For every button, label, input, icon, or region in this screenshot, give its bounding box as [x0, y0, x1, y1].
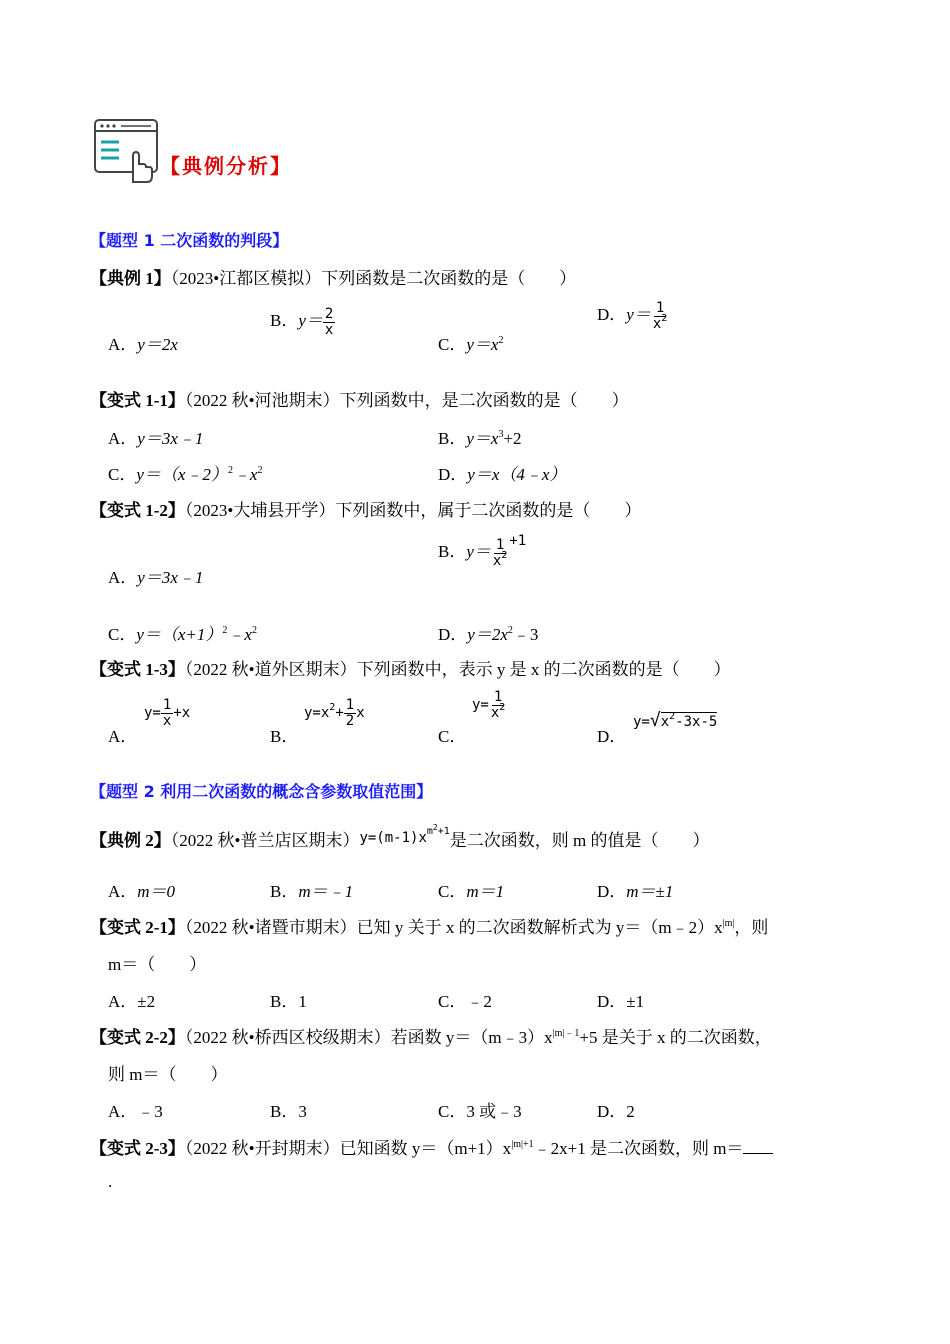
variant-2-2-option-a: A．﹣3	[108, 1102, 163, 1121]
variant-1-2-option-d: D．$y=2x^2﹣3$	[438, 625, 539, 644]
variant-1-1-question: 【变式 1-1】（2022 秋•河池期末）下列函数中，是二次函数的是（ ）	[90, 391, 629, 410]
variant-1-3-option-b-label: B．	[270, 727, 299, 746]
variant-2-3-end: .	[108, 1172, 113, 1191]
variant-2-1-option-c: C．﹣2	[438, 992, 492, 1011]
browser-hand-icon	[93, 118, 159, 184]
example-1-question: 【典例 1】（2023•江都区模拟）下列函数是二次函数的是（ ）	[90, 269, 577, 288]
example-1-option-b: B．y＝ $\frac{2}{x}$	[270, 305, 334, 338]
variant-1-3-option-a-formula: y= $\frac{1}{x}$ +x	[144, 697, 191, 729]
variant-2-2-option-b: B．3	[270, 1102, 307, 1121]
example-1-option-d: D．y＝ $\frac{1}{x^2}$	[597, 299, 668, 332]
variant-2-1-question-line2: m＝（ ）	[108, 955, 207, 974]
variant-2-1-question: 【变式 2-1】（2022 秋•诸暨市期末）已知 y 关于 x 的二次函数解析式为 $y=(m﹣2)x^{|m|}$，则	[90, 918, 769, 937]
topic-2-title: 【题型 2 利用二次函数的概念含参数取值范围】	[90, 782, 433, 801]
variant-1-3-option-a-label: A．	[108, 727, 138, 746]
variant-2-2-option-c: C．3 或﹣3	[438, 1102, 522, 1121]
example-1-option-c: C．$y=x^2$	[438, 335, 504, 354]
variant-1-3-option-c-label: C．	[438, 727, 467, 746]
variant-1-3-question: 【变式 1-3】（2022 秋•道外区期末）下列函数中，表示 y 是 x 的二次函数的是（ ）	[90, 660, 731, 679]
variant-2-1-option-a: A．±2	[108, 992, 156, 1011]
variant-1-3-option-c-formula: y= $\frac{1}{x^2}$	[472, 689, 506, 721]
variant-2-1-option-b: B．1	[270, 992, 307, 1011]
variant-2-2-question-line2: 则 m＝（ ）	[108, 1065, 228, 1084]
example-2-option-b: B．m＝﹣1	[270, 882, 354, 901]
example-2-option-c: C．m＝1	[438, 882, 505, 901]
variant-2-3-question: 【变式 2-3】（2022 秋•开封期末）已知函数 $y=(m+1)x^{|m|+1}﹣2x+1$ 是二次函数，则 m＝	[90, 1134, 773, 1159]
section-header-title: 【典例分析】	[160, 154, 292, 178]
variant-1-1-option-d: D．y＝x（4﹣x）	[438, 465, 567, 484]
variant-1-3-option-b-formula: $y=x^2+$ $\frac{1}{2}$ x	[304, 697, 365, 729]
variant-1-2-option-a: A．y＝3x﹣1	[108, 568, 204, 587]
answer-blank[interactable]	[743, 1139, 773, 1154]
variant-2-2-option-d: D．2	[597, 1102, 635, 1121]
variant-1-2-option-c: C．$y=(x+1)^2﹣x^2$	[108, 625, 257, 644]
variant-1-1-option-c: C．$y=(x﹣2)^2﹣x^2$	[108, 465, 263, 484]
variant-1-3-option-d-label: D．	[597, 727, 627, 746]
variant-1-3-option-d-formula: $y=√x^2-3x-5$	[633, 710, 718, 731]
example-2-question: 【典例 2】（2022 秋•普兰店区期末）$^{y=(m-1)xm^2+1}$是二次函数，则 m 的值是（ ）	[90, 823, 710, 850]
variant-1-2-option-b: B．y＝ $\frac{1}{x^2}$ $^{+1}$	[438, 533, 527, 569]
example-1-option-a: A．y＝2x	[108, 335, 178, 354]
variant-2-2-question: 【变式 2-2】（2022 秋•桥西区校级期末）若函数 $y=(m﹣3)x^{|m|﹣1}+5$ 是关于 x 的二次函数，	[90, 1028, 772, 1047]
example-2-option-d: D．m＝±1	[597, 882, 674, 901]
variant-2-1-option-d: D．±1	[597, 992, 645, 1011]
variant-1-1-option-a: A．y＝3x﹣1	[108, 429, 204, 448]
topic-1-title: 【题型 1 二次函数的判段】	[90, 231, 289, 250]
variant-1-2-question: 【变式 1-2】（2023•大埔县开学）下列函数中，属于二次函数的是（ ）	[90, 501, 642, 520]
example-2-option-a: A．m＝0	[108, 882, 176, 901]
variant-1-1-option-b: B．$y=x^3+2$	[438, 429, 522, 448]
